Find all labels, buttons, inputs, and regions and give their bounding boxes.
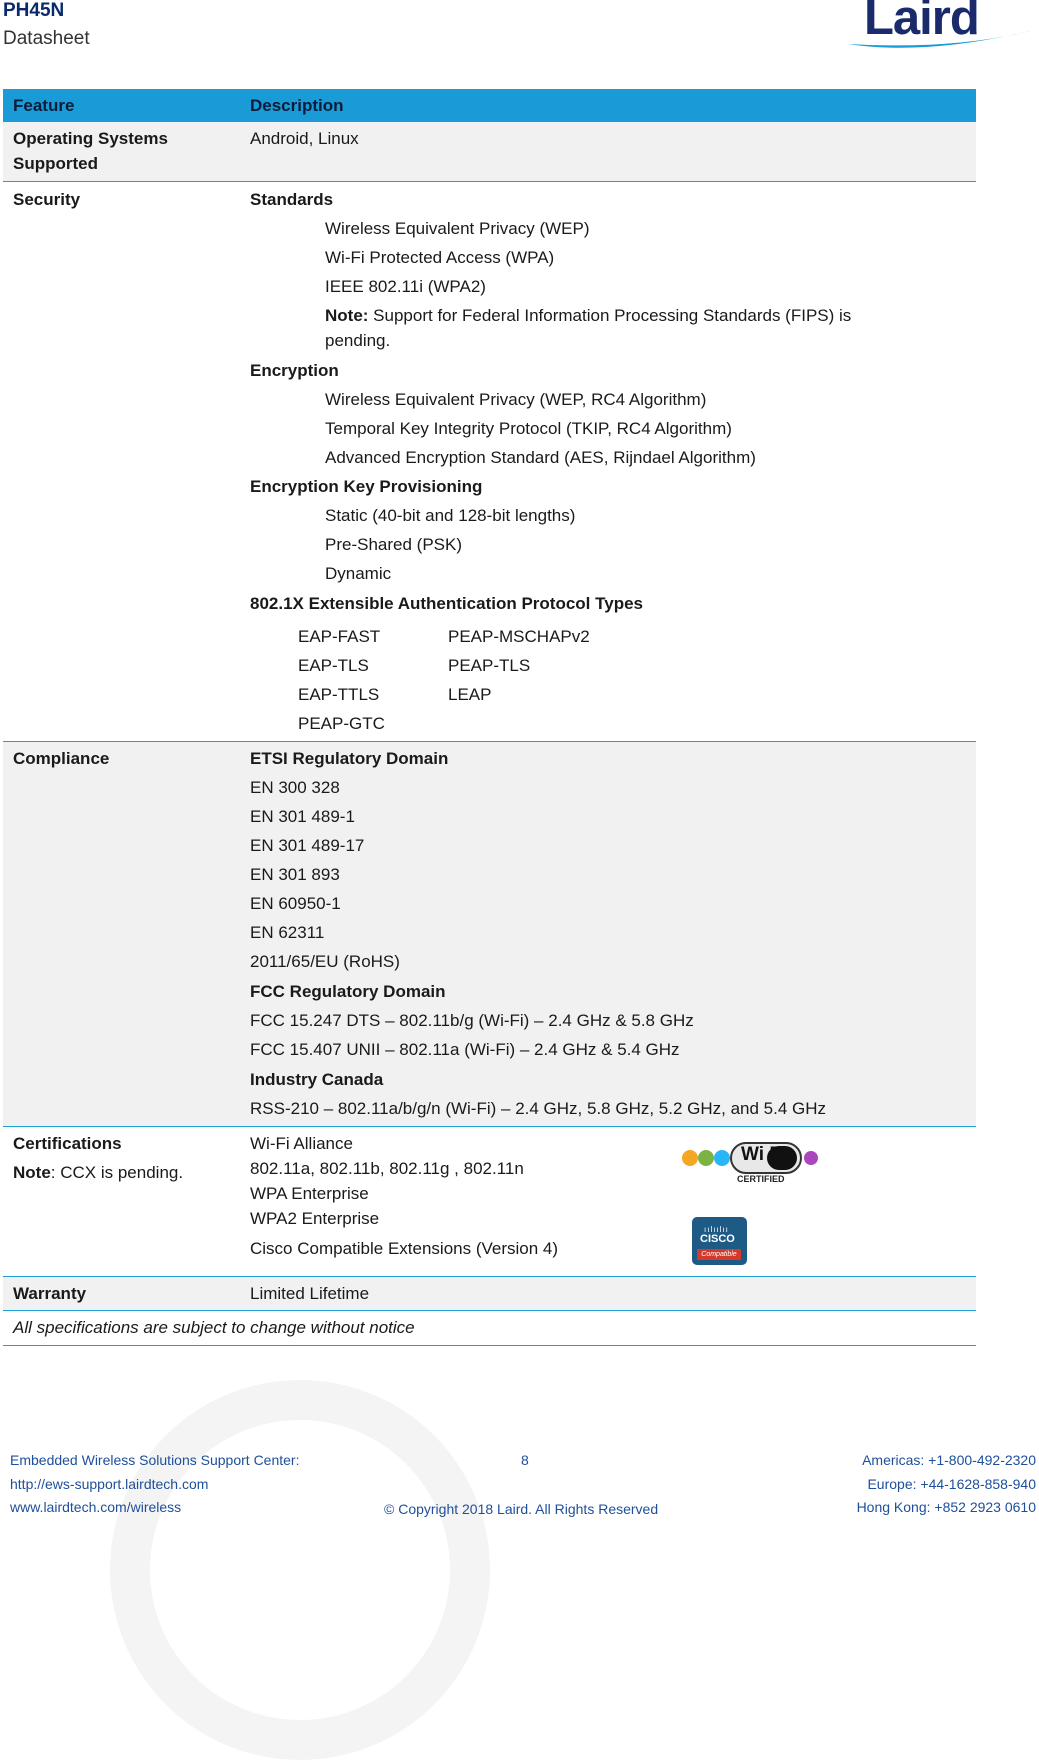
ccx-note (13, 1163, 183, 1183)
watermark (110, 1380, 490, 1760)
table-row-warranty (3, 1277, 976, 1311)
security-label: Security (13, 190, 81, 209)
phone-europe: Europe: +44-1628-858-940 (867, 1476, 1036, 1492)
table-row-security (3, 182, 976, 742)
warranty-label: Warranty (13, 1284, 87, 1303)
os-label-2: Supported (13, 154, 98, 173)
phone-americas: Americas: +1-800-492-2320 (862, 1452, 1036, 1468)
list-item: Wireless Equivalent Privacy (WEP, RC4 Algorithm) (325, 390, 707, 409)
standards-heading: Standards (250, 190, 334, 209)
website-link[interactable]: www.lairdtech.com/wireless (10, 1499, 182, 1515)
list-item: PEAP-GTC (298, 714, 385, 733)
warranty-value: Limited Lifetime (250, 1284, 370, 1303)
list-item: WPA2 Enterprise (250, 1209, 380, 1228)
laird-logo (846, 0, 1036, 52)
list-item: EAP-FAST (298, 627, 381, 646)
note-text: Support for Federal Information Processing Standards (FIPS) is (368, 306, 852, 325)
list-item: 802.11a, 802.11b, 802.11g , 802.11n (250, 1159, 524, 1178)
cisco-badge-text: CISCO (700, 1233, 735, 1245)
table-row-compliance (3, 742, 976, 1127)
fcc-heading: FCC Regulatory Domain (250, 982, 446, 1001)
list-item: EN 62311 (250, 923, 325, 942)
list-item: WPA Enterprise (250, 1184, 369, 1203)
list-item: Wireless Equivalent Privacy (WEP) (325, 219, 590, 238)
list-item: Advanced Encryption Standard (AES, Rijndael Algorithm) (325, 448, 756, 467)
list-item: Wi-Fi Alliance (250, 1134, 353, 1153)
fips-note-cont: pending. (325, 331, 391, 350)
note-label: Note: (325, 306, 369, 325)
footnote: All specifications are subject to change without notice (13, 1318, 415, 1337)
etsi-heading: ETSI Regulatory Domain (250, 749, 449, 768)
os-value: Android, Linux (250, 129, 359, 148)
certifications-label: Certifications (13, 1134, 122, 1153)
note-text: : CCX is pending. (50, 1163, 184, 1182)
table-row-certifications (3, 1127, 976, 1277)
wifi-badge-sub: CERTIFIED (737, 1174, 785, 1184)
note-label: Note (13, 1163, 51, 1182)
os-label-1: Operating Systems (13, 129, 168, 148)
support-center: Embedded Wireless Solutions Support Center: (10, 1452, 300, 1468)
ic-value: RSS-210 – 802.11a/b/g/n (Wi-Fi) – 2.4 GHz, 5.8 GHz, 5.2 GHz, and 5.4 GHz (250, 1099, 827, 1118)
list-item: EN 301 489-1 (250, 807, 355, 826)
feature-header: Feature (13, 96, 75, 115)
cisco-bars-icon: ıılıılıı (704, 1225, 729, 1234)
list-item: Temporal Key Integrity Protocol (TKIP, RC4 Algorithm) (325, 419, 732, 438)
list-item: Wi-Fi Protected Access (WPA) (325, 248, 555, 267)
page-number: 8 (521, 1452, 529, 1468)
phone-hongkong: Hong Kong: +852 2923 0610 (856, 1499, 1036, 1515)
cisco-compatible-badge (692, 1217, 747, 1265)
doc-title: PH45N (3, 0, 65, 21)
cisco-badge-sub: Compatible (697, 1249, 741, 1260)
list-item: EN 300 328 (250, 778, 340, 797)
list-item: EAP-TTLS (298, 685, 380, 704)
list-item: PEAP-MSCHAPv2 (448, 627, 590, 646)
eap-heading: 802.1X Extensible Authentication Protocol Types (250, 594, 643, 613)
list-item: LEAP (448, 685, 492, 704)
list-item: Pre-Shared (PSK) (325, 535, 462, 554)
encryption-heading: Encryption (250, 361, 339, 380)
list-item: EAP-TLS (298, 656, 369, 675)
list-item: IEEE 802.11i (WPA2) (325, 277, 486, 296)
list-item: EN 301 893 (250, 865, 340, 884)
description-header: Description (250, 96, 344, 115)
spec-table (3, 89, 976, 1311)
fips-note (325, 306, 851, 326)
doc-subtitle: Datasheet (3, 28, 90, 49)
list-item: Static (40-bit and 128-bit lengths) (325, 506, 576, 525)
copyright: © Copyright 2018 Laird. All Rights Reserved (384, 1501, 659, 1517)
wifi-badge-text: Wi Fi (741, 1144, 787, 1165)
wifi-certified-badge (681, 1137, 819, 1187)
logo-text: Laird (864, 0, 979, 45)
compliance-label: Compliance (13, 749, 110, 768)
list-item: FCC 15.407 UNII – 802.11a (Wi-Fi) – 2.4 GHz & 5.4 GHz (250, 1040, 680, 1059)
list-item: 2011/65/EU (RoHS) (250, 952, 400, 971)
table-header-row (3, 89, 976, 122)
support-url[interactable]: http://ews-support.lairdtech.com (10, 1476, 209, 1492)
table-row-os (3, 122, 976, 182)
provisioning-heading: Encryption Key Provisioning (250, 477, 483, 496)
list-item: FCC 15.247 DTS – 802.11b/g (Wi-Fi) – 2.4 GHz & 5.8 GHz (250, 1011, 694, 1030)
list-item: Dynamic (325, 564, 392, 583)
footnote-row (3, 1311, 976, 1346)
list-item: EN 301 489-17 (250, 836, 365, 855)
list-item: PEAP-TLS (448, 656, 531, 675)
list-item: Cisco Compatible Extensions (Version 4) (250, 1239, 559, 1258)
ic-heading: Industry Canada (250, 1070, 384, 1089)
list-item: EN 60950-1 (250, 894, 341, 913)
